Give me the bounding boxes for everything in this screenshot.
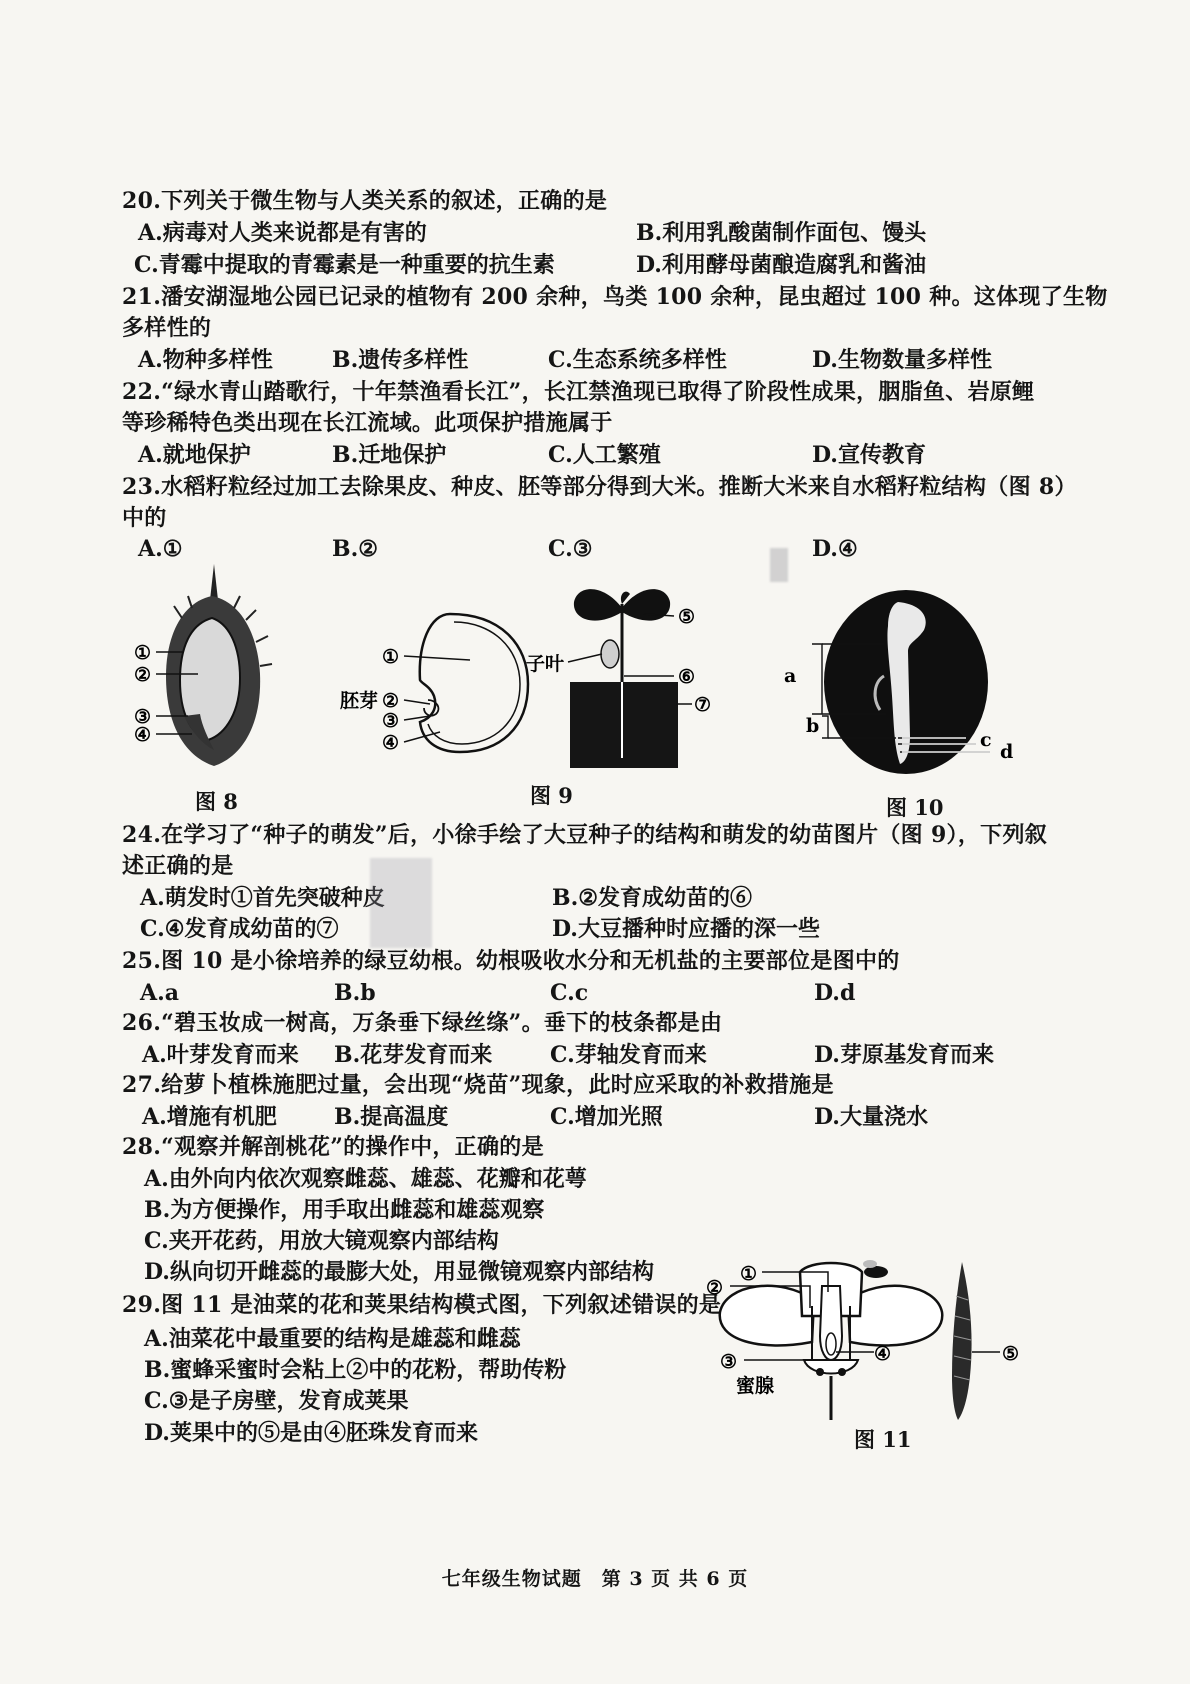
question-29-option-d: D.荚果中的⑤是由④胚珠发育而来 [144,1420,478,1446]
question-26-stem: 26.“碧玉妆成一树高，万条垂下绿丝绦”。垂下的枝条都是由 [122,1010,723,1036]
question-29-option-b: B.蜜蜂采蜜时会粘上②中的花粉，帮助传粉 [144,1357,567,1383]
question-25-option-d: D.d [814,980,856,1006]
question-25-option-a: A.a [140,980,179,1006]
question-23-stem-line1: 23.水稻籽粒经过加工去除果皮、种皮、胚等部分得到大米。推断大米来自水稻籽粒结构（图 8） [122,474,1077,500]
figure-9-bean-seed [340,604,550,764]
figure-9-caption: 图 9 [530,783,573,808]
question-28-option-a: A.由外向内依次观察雌蕊、雄蕊、花瓣和花萼 [144,1166,587,1192]
figure-11-flower-and-pod [700,1256,1040,1422]
page-footer: 七年级生物试题 第 3 页 共 6 页 [441,1568,749,1590]
figure-9-seedling-label-6: ⑥ [678,666,696,688]
figure-11-label-2: ② [706,1277,724,1299]
figure-9-seedling-label-5: ⑤ [678,606,696,628]
figure-8-label-3: ③ [134,706,152,728]
figure-11-label-3: ③ [720,1351,738,1373]
figure-8-rice-grain [122,556,292,786]
scan-smudge [370,858,432,948]
question-20-option-b: B.利用乳酸菌制作面包、馒头 [636,220,927,246]
question-22-stem-line2: 等珍稀特色类出现在长江流域。此项保护措施属于 [122,410,613,436]
question-27-option-c: C.增加光照 [550,1104,663,1130]
figure-9-seedling-label-7: ⑦ [694,694,712,716]
figure-10-label-c: c [980,729,992,751]
question-21-option-d: D.生物数量多样性 [812,347,992,373]
figure-9-seed-label-4: ④ [382,732,400,754]
question-28-option-c: C.夹开花药，用放大镜观察内部结构 [144,1228,499,1254]
question-28-stem: 28.“观察并解剖桃花”的操作中，正确的是 [122,1134,544,1160]
figure-11-label-5: ⑤ [1002,1343,1020,1365]
question-26-option-b: B.花芽发育而来 [334,1042,493,1068]
question-21-stem-line2: 多样性的 [122,315,212,341]
figure-11-nectary-label: 蜜腺 [736,1375,775,1397]
question-26-option-d: D.芽原基发育而来 [814,1042,994,1068]
question-25-option-b: B.b [334,980,376,1006]
question-24-stem-line1: 24.在学习了“种子的萌发”后，小徐手绘了大豆种子的结构和萌发的幼苗图片（图 9），下列叙 [122,822,1048,848]
question-24-option-a: A.萌发时①首先突破种皮 [140,885,385,911]
question-25-stem: 25.图 10 是小徐培养的绿豆幼根。幼根吸收水分和无机盐的主要部位是图中的 [122,948,900,974]
question-24-option-c: C.④发育成幼苗的⑦ [140,916,339,942]
figure-9-cotyledon-label: 子叶 [526,653,565,675]
question-27-option-d: D.大量浇水 [814,1104,928,1130]
question-29-option-a: A.油菜花中最重要的结构是雄蕊和雌蕊 [144,1326,521,1352]
question-23-option-a: A.① [138,536,183,562]
question-21-stem-line1: 21.潘安湖湿地公园已记录的植物有 200 余种，鸟类 100 余种，昆虫超过 100 种。这体现了生物 [122,284,1108,310]
question-29-option-c: C.③是子房壁，发育成荚果 [144,1388,409,1414]
question-21-option-a: A.物种多样性 [138,347,273,373]
question-22-option-b: B.迁地保护 [332,442,447,468]
figure-9-seed-label-2: ② [382,690,400,712]
question-28-option-b: B.为方便操作，用手取出雌蕊和雄蕊观察 [144,1197,545,1223]
question-20-option-c: C.青霉中提取的青霉素是一种重要的抗生素 [134,252,555,278]
figure-10-caption: 图 10 [886,795,944,820]
question-28-option-d: D.纵向切开雌蕊的最膨大处，用显微镜观察内部结构 [144,1259,654,1285]
question-27-option-a: A.增施有机肥 [142,1104,277,1130]
scan-smudge [770,548,788,582]
question-23-option-d: D.④ [812,536,858,562]
question-20-option-a: A.病毒对人类来说都是有害的 [138,220,427,246]
question-23-stem-line2: 中的 [122,505,167,531]
figure-8-label-4: ④ [134,724,152,746]
figure-9-seed-label-1: ① [382,646,400,668]
figure-9-seed-label-3: ③ [382,710,400,732]
question-27-option-b: B.提高温度 [334,1104,449,1130]
figure-10-label-d: d [1000,741,1014,763]
figure-11-caption: 图 11 [854,1427,912,1452]
figure-10-label-a: a [784,665,797,687]
figure-11-label-1: ① [740,1263,758,1285]
figure-9-embryo-bud-label: 胚芽 [340,690,379,712]
figure-9-seedling [526,574,736,770]
figure-11-label-4: ④ [874,1343,892,1365]
figure-8-caption: 图 8 [195,789,238,814]
question-22-option-d: D.宣传教育 [812,442,926,468]
figure-10-label-b: b [806,715,820,737]
figure-8-label-1: ① [134,642,152,664]
question-27-stem: 27.给萝卜植株施肥过量，会出现“烧苗”现象，此时应采取的补救措施是 [122,1072,834,1098]
question-22-stem-line1: 22.“绿水青山踏歌行，十年禁渔看长江”，长江禁渔现已取得了阶段性成果，胭脂鱼、岩原鲤 [122,379,1035,405]
figure-8-label-2: ② [134,664,152,686]
question-21-option-c: C.生态系统多样性 [548,347,727,373]
question-21-option-b: B.遗传多样性 [332,347,469,373]
question-25-option-c: C.c [550,980,589,1006]
question-29-stem: 29.图 11 是油菜的花和荚果结构模式图，下列叙述错误的是 [122,1292,722,1318]
question-24-option-b: B.②发育成幼苗的⑥ [552,885,752,911]
question-20-option-d: D.利用酵母菌酿造腐乳和酱油 [636,252,926,278]
figure-10-root [776,586,1036,782]
question-24-option-d: D.大豆播种时应播的深一些 [552,916,820,942]
question-23-option-c: C.③ [548,536,593,562]
question-26-option-a: A.叶芽发育而来 [142,1042,299,1068]
question-24-stem-line2: 述正确的是 [122,853,234,879]
question-22-option-c: C.人工繁殖 [548,442,661,468]
question-22-option-a: A.就地保护 [138,442,251,468]
question-23-option-b: B.② [332,536,378,562]
question-26-option-c: C.芽轴发育而来 [550,1042,707,1068]
question-20-stem: 20.下列关于微生物与人类关系的叙述，正确的是 [122,188,608,214]
